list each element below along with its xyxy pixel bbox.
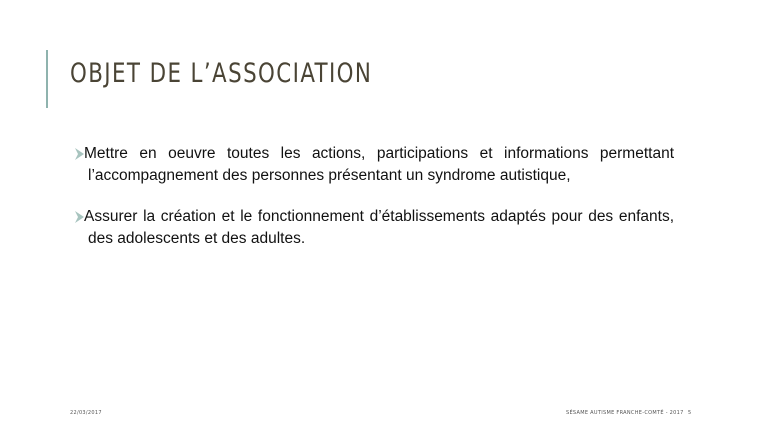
bullet-text: Assurer la création et le fonctionnement d’établissements adaptés pour des enfants, des adolescents et des adultes. — [84, 208, 674, 247]
arrow-bullet-icon — [74, 210, 85, 224]
footer-date: 22/03/2017 — [70, 410, 102, 416]
arrow-bullet-icon — [74, 147, 85, 161]
slide-title: OBJET DE L’ASSOCIATION — [70, 58, 373, 89]
title-accent-bar — [46, 50, 48, 108]
footer-page-number: 5 — [688, 410, 692, 416]
bullet-item — [72, 206, 674, 250]
bullet-list — [72, 143, 674, 269]
bullet-text: Mettre en oeuvre toutes les actions, participations et informations permettant l’accompagnement des personnes présentant un syndrome autistique, — [84, 145, 674, 184]
footer-organization: SÉSAME AUTISME FRANCHE-COMTÉ - 2017 — [566, 410, 684, 416]
bullet-item — [72, 143, 674, 187]
